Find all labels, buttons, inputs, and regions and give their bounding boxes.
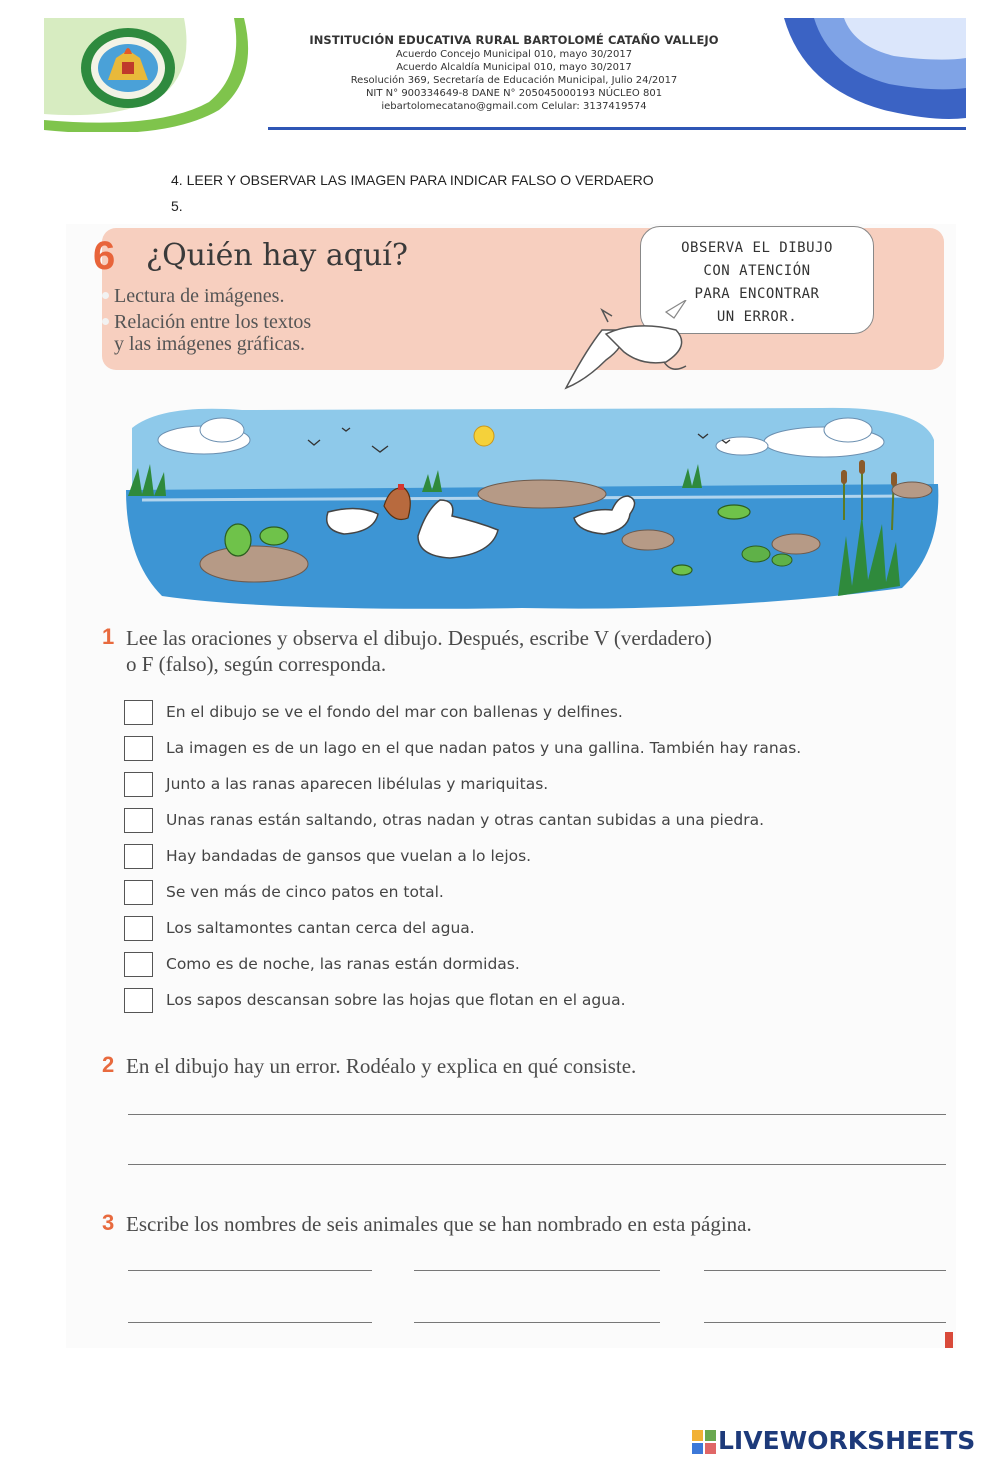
question-1-line-1: Lee las oraciones y observa el dibujo. Después, escribe V (verdadero) <box>126 626 712 650</box>
question-number: 3 <box>102 1210 115 1235</box>
answer-line[interactable] <box>128 1164 946 1165</box>
seagull-illustration <box>546 300 746 410</box>
question-3-text: Escribe los nombres de seis animales que se han nombrado en esta página. <box>126 1212 752 1236</box>
answer-checkbox[interactable] <box>124 700 153 725</box>
header-line: Acuerdo Alcaldía Municipal 010, mayo 30/2017 <box>396 62 632 73</box>
answer-line[interactable] <box>128 1114 946 1115</box>
statement-text: Los saltamontes cantan cerca del agua. <box>166 919 475 937</box>
question-1-line-2: o F (falso), según corresponda. <box>126 652 387 676</box>
page-corner-mark <box>945 1332 953 1348</box>
pond-scene-illustration <box>122 400 942 616</box>
answer-checkbox[interactable] <box>124 808 153 833</box>
statement-text: Como es de noche, las ranas están dormidas. <box>166 955 520 973</box>
answer-checkbox[interactable] <box>124 916 153 941</box>
bubble-line: OBSERVA EL DIBUJO <box>681 240 833 256</box>
question-number: 1 <box>102 624 115 649</box>
bullet-icon <box>102 292 109 299</box>
answer-checkbox[interactable] <box>124 880 153 905</box>
question-2-text: En el dibujo hay un error. Rodéalo y explica en qué consiste. <box>126 1054 637 1078</box>
institution-name: INSTITUCIÓN EDUCATIVA RURAL BARTOLOMÉ CATAÑO VALLEJO <box>309 33 719 47</box>
banner-bullet: Lectura de imágenes. <box>114 285 285 307</box>
banner-bullet: y las imágenes gráficas. <box>114 333 306 355</box>
answer-line[interactable] <box>704 1270 946 1271</box>
header-line: Acuerdo Concejo Municipal 010, mayo 30/2017 <box>395 49 633 60</box>
statement-text: La imagen es de un lago en el que nadan patos y una gallina. También hay ranas. <box>166 739 802 757</box>
answer-line[interactable] <box>704 1322 946 1323</box>
bullet-icon <box>102 318 109 325</box>
answer-line[interactable] <box>128 1270 372 1271</box>
statement-text: En el dibujo se ve el fondo del mar con ballenas y delfines. <box>166 703 623 721</box>
bubble-line: PARA ENCONTRAR <box>694 286 820 302</box>
answer-checkbox[interactable] <box>124 952 153 977</box>
bubble-line: CON ATENCIÓN <box>703 263 811 279</box>
header-line: NIT N° 900334649-8 DANE N° 205045000193 NÚCLEO 801 <box>365 88 663 99</box>
answer-checkbox[interactable] <box>124 736 153 761</box>
workbook-page <box>66 224 956 1348</box>
header-line: iebartolomecatano@gmail.com Celular: 3137419574 <box>381 101 647 112</box>
statement-text: Hay bandadas de gansos que vuelan a lo lejos. <box>166 847 532 865</box>
activity-number: 6 <box>93 234 116 278</box>
question-number: 2 <box>102 1052 115 1077</box>
answer-line[interactable] <box>414 1270 660 1271</box>
statement-text: Unas ranas están saltando, otras nadan y otras cantan subidas a una piedra. <box>166 811 765 829</box>
statement-text: Los sapos descansan sobre las hojas que flotan en el agua. <box>166 991 626 1009</box>
statement-text: Se ven más de cinco patos en total. <box>166 883 444 901</box>
school-emblem <box>78 24 178 112</box>
header-text-block <box>284 34 744 113</box>
answer-checkbox[interactable] <box>124 772 153 797</box>
banner-bullet: Relación entre los textos <box>114 311 312 333</box>
answer-checkbox[interactable] <box>124 844 153 869</box>
bubble-line: UN ERROR. <box>716 309 798 325</box>
statement-text: Junto a las ranas aparecen libélulas y mariquitas. <box>166 775 549 793</box>
liveworksheets-wordmark: LIVEWORKSHEETS <box>718 1426 976 1455</box>
instruction-item-5: 5. <box>171 198 183 214</box>
school-header <box>44 18 966 132</box>
answer-checkbox[interactable] <box>124 988 153 1013</box>
answer-line[interactable] <box>414 1322 660 1323</box>
answer-line[interactable] <box>128 1322 372 1323</box>
instruction-item-4: 4. LEER Y OBSERVAR LAS IMAGEN PARA INDICAR FALSO O VERDAERO <box>171 172 654 188</box>
header-line: Resolución 369, Secretaría de Educación Municipal, Julio 24/2017 <box>350 75 678 86</box>
activity-title: ¿Quién hay aquí? <box>146 238 408 273</box>
liveworksheets-icon <box>692 1430 716 1454</box>
